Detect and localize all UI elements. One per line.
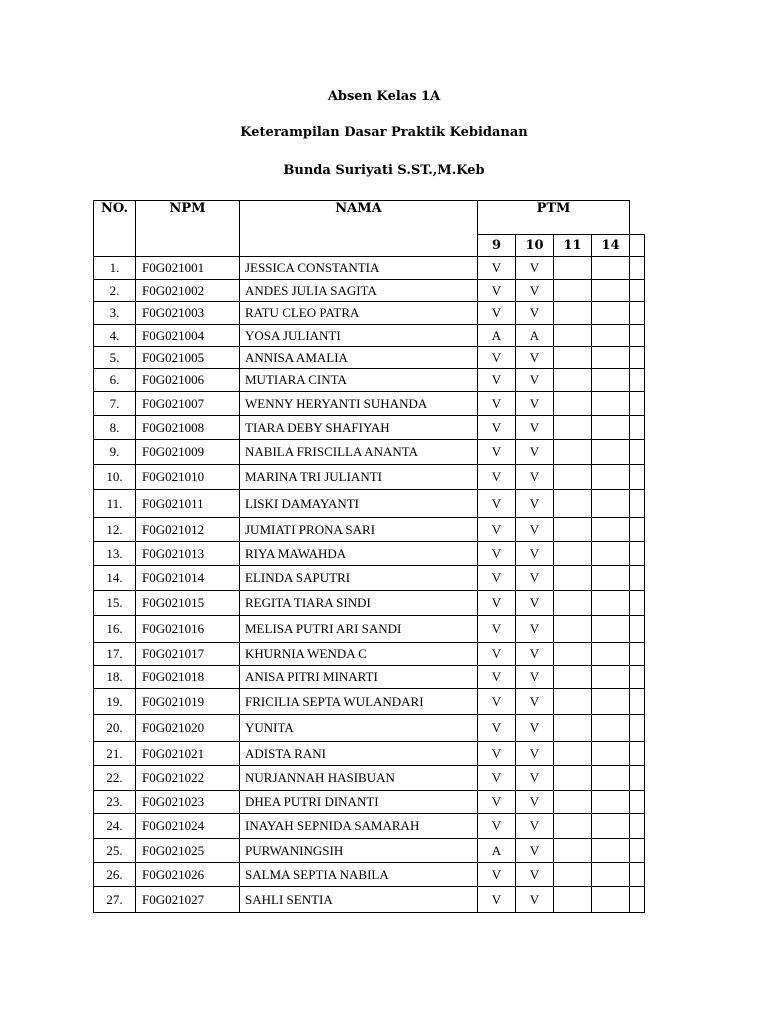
row-npm: F0G021014 (136, 566, 240, 591)
row-extra-cell (630, 666, 645, 689)
row-session-9: V (478, 566, 516, 591)
header-extra-cell (630, 235, 645, 257)
row-session-10: V (516, 689, 554, 715)
row-number: 25. (94, 839, 136, 863)
row-npm: F0G021013 (136, 542, 240, 566)
row-session-11 (554, 369, 592, 392)
row-number: 17. (94, 643, 136, 666)
row-number: 8. (94, 416, 136, 440)
row-session-9: V (478, 542, 516, 566)
row-name: SALMA SEPTIA NABILA (240, 863, 478, 887)
page-title: Absen Kelas 1A (327, 89, 441, 104)
row-number: 11. (94, 490, 136, 518)
row-npm: F0G021002 (136, 280, 240, 302)
row-session-14 (592, 257, 630, 280)
header-nama: NAMA (240, 201, 478, 257)
row-npm: F0G021021 (136, 742, 240, 766)
row-name: REGITA TIARA SINDI (240, 591, 478, 616)
row-name: DHEA PUTRI DINANTI (240, 791, 478, 814)
row-session-14 (592, 666, 630, 689)
row-name: MELISA PUTRI ARI SANDI (240, 616, 478, 643)
table-row (94, 257, 645, 280)
row-name: LISKI DAMAYANTI (240, 490, 478, 518)
table-row (94, 369, 645, 392)
header-spacer (630, 201, 645, 235)
row-session-10: V (516, 566, 554, 591)
table-row (94, 465, 645, 490)
lecturer-name: Bunda Suriyati S.ST.,M.Keb (283, 163, 485, 178)
table-row (94, 742, 645, 766)
row-session-14 (592, 839, 630, 863)
row-session-11 (554, 542, 592, 566)
row-session-11 (554, 416, 592, 440)
row-extra-cell (630, 814, 645, 839)
row-session-9: V (478, 440, 516, 465)
row-session-11 (554, 490, 592, 518)
row-number: 13. (94, 542, 136, 566)
row-session-9: V (478, 591, 516, 616)
row-extra-cell (630, 643, 645, 666)
row-extra-cell (630, 542, 645, 566)
row-npm: F0G021018 (136, 666, 240, 689)
row-npm: F0G021024 (136, 814, 240, 839)
row-session-10: V (516, 465, 554, 490)
row-session-9: V (478, 369, 516, 392)
row-session-11 (554, 766, 592, 791)
row-session-9: V (478, 465, 516, 490)
row-number: 22. (94, 766, 136, 791)
row-extra-cell (630, 347, 645, 369)
row-session-10: V (516, 490, 554, 518)
row-session-10: V (516, 347, 554, 369)
row-npm: F0G021027 (136, 887, 240, 913)
row-session-9: V (478, 392, 516, 416)
row-session-10: V (516, 715, 554, 742)
table-row (94, 392, 645, 416)
table-row (94, 863, 645, 887)
table-row (94, 814, 645, 839)
row-name: RIYA MAWAHDA (240, 542, 478, 566)
row-session-14 (592, 742, 630, 766)
row-session-14 (592, 280, 630, 302)
course-title: Keterampilan Dasar Praktik Kebidanan (240, 125, 528, 140)
row-session-11 (554, 280, 592, 302)
row-npm: F0G021007 (136, 392, 240, 416)
row-session-9: V (478, 766, 516, 791)
table-row (94, 566, 645, 591)
table-row (94, 791, 645, 814)
row-number: 27. (94, 887, 136, 913)
row-number: 7. (94, 392, 136, 416)
table-row (94, 666, 645, 689)
row-session-11 (554, 465, 592, 490)
row-session-9: V (478, 518, 516, 542)
row-npm: F0G021023 (136, 791, 240, 814)
row-session-14 (592, 887, 630, 913)
row-session-14 (592, 392, 630, 416)
row-number: 3. (94, 302, 136, 325)
row-number: 12. (94, 518, 136, 542)
row-session-10: V (516, 416, 554, 440)
table-row (94, 689, 645, 715)
row-number: 24. (94, 814, 136, 839)
row-session-11 (554, 440, 592, 465)
row-session-10: V (516, 863, 554, 887)
row-session-9: V (478, 302, 516, 325)
row-session-14 (592, 814, 630, 839)
row-extra-cell (630, 280, 645, 302)
row-session-10: V (516, 766, 554, 791)
row-session-9: V (478, 280, 516, 302)
row-session-10: V (516, 280, 554, 302)
row-session-14 (592, 566, 630, 591)
row-session-10: V (516, 518, 554, 542)
header-session-11: 11 (554, 235, 592, 257)
row-session-10: V (516, 887, 554, 913)
row-session-9: A (478, 839, 516, 863)
row-extra-cell (630, 325, 645, 347)
row-number: 1. (94, 257, 136, 280)
row-session-11 (554, 791, 592, 814)
row-extra-cell (630, 518, 645, 542)
row-name: MUTIARA CINTA (240, 369, 478, 392)
table-row (94, 347, 645, 369)
row-session-14 (592, 302, 630, 325)
row-number: 18. (94, 666, 136, 689)
row-npm: F0G021015 (136, 591, 240, 616)
row-session-9: V (478, 616, 516, 643)
row-number: 16. (94, 616, 136, 643)
row-session-10: V (516, 742, 554, 766)
row-name: SAHLI SENTIA (240, 887, 478, 913)
row-npm: F0G021026 (136, 863, 240, 887)
row-extra-cell (630, 369, 645, 392)
row-npm: F0G021022 (136, 766, 240, 791)
row-session-14 (592, 465, 630, 490)
row-session-14 (592, 643, 630, 666)
row-name: ELINDA SAPUTRI (240, 566, 478, 591)
row-npm: F0G021003 (136, 302, 240, 325)
row-session-14 (592, 689, 630, 715)
header-session-14: 14 (592, 235, 630, 257)
row-extra-cell (630, 766, 645, 791)
row-npm: F0G021006 (136, 369, 240, 392)
row-session-11 (554, 302, 592, 325)
row-extra-cell (630, 392, 645, 416)
row-session-11 (554, 839, 592, 863)
row-npm: F0G021010 (136, 465, 240, 490)
row-session-9: V (478, 715, 516, 742)
row-session-11 (554, 566, 592, 591)
row-name: ANISA PITRI MINARTI (240, 666, 478, 689)
row-session-9: V (478, 863, 516, 887)
row-session-11 (554, 591, 592, 616)
table-row (94, 766, 645, 791)
row-session-9: A (478, 325, 516, 347)
row-number: 23. (94, 791, 136, 814)
row-session-10: V (516, 643, 554, 666)
row-extra-cell (630, 863, 645, 887)
header-npm: NPM (136, 201, 240, 257)
row-session-14 (592, 416, 630, 440)
row-session-10: V (516, 392, 554, 416)
row-session-11 (554, 347, 592, 369)
row-extra-cell (630, 791, 645, 814)
row-session-11 (554, 814, 592, 839)
table-row (94, 440, 645, 465)
table-row (94, 839, 645, 863)
row-session-11 (554, 616, 592, 643)
row-name: YUNITA (240, 715, 478, 742)
row-number: 10. (94, 465, 136, 490)
table-row (94, 416, 645, 440)
row-name: WENNY HERYANTI SUHANDA (240, 392, 478, 416)
row-npm: F0G021001 (136, 257, 240, 280)
row-session-14 (592, 863, 630, 887)
row-extra-cell (630, 257, 645, 280)
table-row (94, 643, 645, 666)
row-extra-cell (630, 302, 645, 325)
row-extra-cell (630, 887, 645, 913)
header-ptm: PTM (478, 201, 630, 235)
row-session-10: V (516, 791, 554, 814)
row-name: YOSA JULIANTI (240, 325, 478, 347)
row-number: 19. (94, 689, 136, 715)
row-session-11 (554, 518, 592, 542)
row-session-11 (554, 863, 592, 887)
row-extra-cell (630, 616, 645, 643)
table-row (94, 616, 645, 643)
table-row (94, 542, 645, 566)
row-name: ANDES JULIA SAGITA (240, 280, 478, 302)
row-npm: F0G021008 (136, 416, 240, 440)
row-name: ANNISA AMALIA (240, 347, 478, 369)
row-session-9: V (478, 257, 516, 280)
attendance-rows (94, 257, 645, 913)
row-session-9: V (478, 814, 516, 839)
row-npm: F0G021019 (136, 689, 240, 715)
row-session-14 (592, 325, 630, 347)
row-number: 14. (94, 566, 136, 591)
row-session-10: V (516, 616, 554, 643)
row-session-9: V (478, 887, 516, 913)
row-extra-cell (630, 742, 645, 766)
row-name: TIARA DEBY SHAFIYAH (240, 416, 478, 440)
header-session-10: 10 (516, 235, 554, 257)
header-session-9: 9 (478, 235, 516, 257)
row-session-14 (592, 766, 630, 791)
row-session-11 (554, 392, 592, 416)
row-session-11 (554, 643, 592, 666)
row-number: 5. (94, 347, 136, 369)
row-number: 4. (94, 325, 136, 347)
row-npm: F0G021020 (136, 715, 240, 742)
row-session-10: A (516, 325, 554, 347)
row-npm: F0G021016 (136, 616, 240, 643)
row-extra-cell (630, 839, 645, 863)
row-session-11 (554, 715, 592, 742)
row-session-11 (554, 887, 592, 913)
row-extra-cell (630, 566, 645, 591)
row-session-14 (592, 616, 630, 643)
row-npm: F0G021004 (136, 325, 240, 347)
row-extra-cell (630, 591, 645, 616)
row-session-9: V (478, 643, 516, 666)
row-session-9: V (478, 742, 516, 766)
row-npm: F0G021025 (136, 839, 240, 863)
row-session-14 (592, 591, 630, 616)
row-name: FRICILIA SEPTA WULANDARI (240, 689, 478, 715)
row-session-9: V (478, 347, 516, 369)
header-no: NO. (94, 201, 136, 257)
row-session-14 (592, 715, 630, 742)
row-npm: F0G021005 (136, 347, 240, 369)
row-number: 26. (94, 863, 136, 887)
row-session-14 (592, 542, 630, 566)
row-name: INAYAH SEPNIDA SAMARAH (240, 814, 478, 839)
table-row (94, 518, 645, 542)
row-number: 2. (94, 280, 136, 302)
row-session-10: V (516, 839, 554, 863)
row-session-10: V (516, 591, 554, 616)
table-row (94, 302, 645, 325)
row-number: 20. (94, 715, 136, 742)
row-session-11 (554, 257, 592, 280)
row-session-14 (592, 791, 630, 814)
row-session-9: V (478, 490, 516, 518)
row-session-9: V (478, 689, 516, 715)
row-name: NABILA FRISCILLA ANANTA (240, 440, 478, 465)
row-npm: F0G021011 (136, 490, 240, 518)
table-row (94, 715, 645, 742)
row-session-10: V (516, 542, 554, 566)
attendance-table (93, 200, 645, 913)
row-session-10: V (516, 814, 554, 839)
table-row (94, 325, 645, 347)
row-npm: F0G021009 (136, 440, 240, 465)
row-session-14 (592, 347, 630, 369)
row-extra-cell (630, 465, 645, 490)
row-number: 21. (94, 742, 136, 766)
table-row (94, 887, 645, 913)
row-name: KHURNIA WENDA C (240, 643, 478, 666)
row-session-10: V (516, 257, 554, 280)
row-session-11 (554, 325, 592, 347)
row-session-11 (554, 689, 592, 715)
row-name: JESSICA CONSTANTIA (240, 257, 478, 280)
row-name: MARINA TRI JULIANTI (240, 465, 478, 490)
row-name: RATU CLEO PATRA (240, 302, 478, 325)
row-session-9: V (478, 666, 516, 689)
table-row (94, 591, 645, 616)
row-session-11 (554, 666, 592, 689)
row-name: NURJANNAH HASIBUAN (240, 766, 478, 791)
row-session-10: V (516, 666, 554, 689)
table-row (94, 280, 645, 302)
row-session-10: V (516, 440, 554, 465)
row-extra-cell (630, 689, 645, 715)
row-session-14 (592, 440, 630, 465)
row-session-10: V (516, 302, 554, 325)
row-session-9: V (478, 416, 516, 440)
row-session-9: V (478, 791, 516, 814)
row-extra-cell (630, 416, 645, 440)
row-name: JUMIATI PRONA SARI (240, 518, 478, 542)
row-session-10: V (516, 369, 554, 392)
row-npm: F0G021012 (136, 518, 240, 542)
row-npm: F0G021017 (136, 643, 240, 666)
row-session-11 (554, 742, 592, 766)
row-name: ADISTA RANI (240, 742, 478, 766)
row-session-14 (592, 369, 630, 392)
row-session-14 (592, 518, 630, 542)
table-row (94, 490, 645, 518)
row-session-14 (592, 490, 630, 518)
row-extra-cell (630, 490, 645, 518)
row-number: 9. (94, 440, 136, 465)
row-number: 15. (94, 591, 136, 616)
row-name: PURWANINGSIH (240, 839, 478, 863)
row-extra-cell (630, 440, 645, 465)
row-extra-cell (630, 715, 645, 742)
row-number: 6. (94, 369, 136, 392)
